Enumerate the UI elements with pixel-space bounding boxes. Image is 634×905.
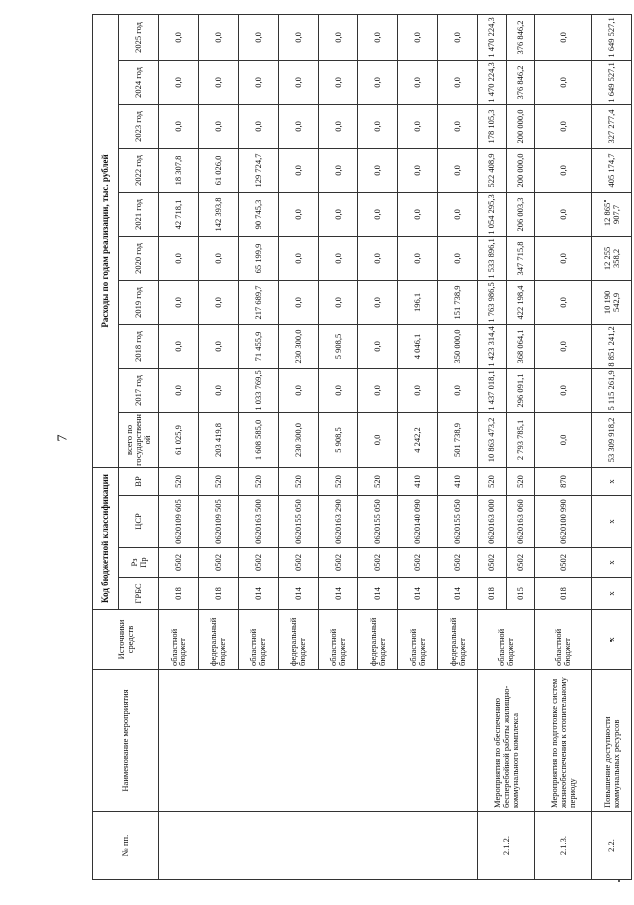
cell-year: 12 255 358,2 [592,236,632,280]
cell-grbs: 014 [318,578,358,610]
cell-year: 0,0 [318,60,358,104]
cell-year: 0,0 [198,368,238,412]
cell-year: 0,0 [438,236,478,280]
cell-year: 0,0 [318,192,358,236]
cell-year: 217 689,7 [238,280,278,324]
cell-year: 0,0 [318,14,358,60]
cell-year: 405 174,7 [592,148,632,192]
cell-rzpr: 0502 [318,548,358,578]
budget-table [92,14,632,880]
cell-vr: 410 [398,467,438,495]
table-row [535,14,592,879]
table-row [592,14,632,879]
cell-rzpr: 0502 [398,548,438,578]
cell-rzpr: х [592,548,632,578]
cell-total: 53 309 918,2 [592,412,632,467]
cell-year: 4 046,1 [398,324,438,368]
cell-year: 1 437 018,1 [478,368,506,412]
cell-vr: 520 [358,467,398,495]
cell-grbs: 018 [198,578,238,610]
cell-year: 0,0 [198,324,238,368]
cell-year: 0,0 [535,368,592,412]
cell-year: 0,0 [238,104,278,148]
cell-csr: 0620109 605 [159,496,199,548]
cell-year: 0,0 [398,104,438,148]
cell-rzpr: 0502 [535,548,592,578]
cell-source: федеральный бюджет [278,610,318,670]
cell-year: 129 724,7 [238,148,278,192]
header-source: Источники средств [93,610,159,670]
cell-year: 0,0 [278,104,318,148]
cell-year: 0,0 [278,236,318,280]
cell-year: 1 423 314,4 [478,324,506,368]
cell-year: 0,0 [198,14,238,60]
cell-source: федеральный бюджет [438,610,478,670]
header-year: 2017 год [119,368,159,412]
cell-year: 0,0 [438,368,478,412]
table-row [478,14,506,879]
cell-total: 4 242,2 [398,412,438,467]
cell-year: 0,0 [318,368,358,412]
cell-total: 1 608 585,0 [238,412,278,467]
cell-csr: 0620163 060 [506,496,535,548]
cell-year: 0,0 [159,280,199,324]
cell-source: х [592,610,632,670]
cell-csr: х [592,496,632,548]
header-rzpr [119,548,159,578]
cell-year: 376 846,2 [506,60,535,104]
cell-grbs: 014 [238,578,278,610]
cell-grbs: 014 [358,578,398,610]
cell-year: 1 054 295,3 [478,192,506,236]
cell-year: 196,1 [398,280,438,324]
cell-total: 230 300,0 [278,412,318,467]
cell-year: 151 738,9 [438,280,478,324]
cell-grbs: 014 [398,578,438,610]
cell-year: 65 199,9 [238,236,278,280]
cell-year: 0,0 [358,236,398,280]
rotated-budget-table [92,15,632,880]
header-expenses-group: Расходы по годам реализации, тыс. рублей [93,14,119,467]
cell-year: 0,0 [535,280,592,324]
header-vr: ВР [119,467,159,495]
cell-rzpr: 0502 [198,548,238,578]
cell-year: 0,0 [198,280,238,324]
header-grbs: ГРБС [119,578,159,610]
cell-year: 296 091,1 [506,368,535,412]
cell-year: 230 300,0 [278,324,318,368]
cell-year: 0,0 [438,14,478,60]
cell-csr: 0620155 050 [278,496,318,548]
cell-year: 0,0 [398,368,438,412]
cell-year: 327 277,4 [592,104,632,148]
cell-source: областной бюджет [478,610,535,670]
header-name: Наименование мероприятия [93,670,159,812]
cell-year: 0,0 [358,14,398,60]
cell-year: 522 408,9 [478,148,506,192]
cell-vr: 520 [478,467,506,495]
cell-vr: 520 [198,467,238,495]
cell-grbs: 014 [438,578,478,610]
cell-year: 0,0 [535,148,592,192]
cell-year: 71 455,9 [238,324,278,368]
cell-year: 0,0 [198,60,238,104]
cell-year: 8 851 241,2 [592,324,632,368]
cell-source: областной бюджет [159,610,199,670]
cell-source: областной бюджет [238,610,278,670]
cell-vr: 870 [535,467,592,495]
cell-total: 61 025,9 [159,412,199,467]
table-row [159,14,199,879]
cell-year: 0,0 [535,324,592,368]
header-year: 2023 год [119,104,159,148]
cell-csr: 0620163 500 [238,496,278,548]
cell-year: 12 865 907,7 [592,192,632,236]
cell-year: 0,0 [398,148,438,192]
cell-name: Мероприятия по подготовке систем жизнеобеспечения к отопительному периоду [535,670,592,812]
cell-year: 0,0 [535,236,592,280]
cell-name: Мероприятия по обеспечению бесперебойной работы жилищно-коммунального комплекса [478,670,535,812]
cell-year: 0,0 [198,236,238,280]
cell-year: 18 307,8 [159,148,199,192]
cell-vr: 520 [318,467,358,495]
cell-year: 0,0 [278,148,318,192]
header-num: № пп. [93,812,159,880]
cell-vr: х [592,467,632,495]
cell-grbs: 014 [278,578,318,610]
cell-year: 1 470 224,3 [478,14,506,60]
cell-source: областной бюджет [398,610,438,670]
page-number: 7 [55,434,71,442]
cell-year: 200 000,0 [506,104,535,148]
cell-year: 178 105,3 [478,104,506,148]
cell-grbs: 018 [535,578,592,610]
cell-year: 0,0 [318,148,358,192]
header-rz: Рз [128,558,139,567]
cell-year: 142 393,8 [198,192,238,236]
header-year: 2024 год [119,60,159,104]
cell-year: 422 198,4 [506,280,535,324]
cell-year: 61 026,0 [198,148,238,192]
cell-year: 1 533 896,1 [478,236,506,280]
cell-year: 0,0 [535,192,592,236]
cell-total: 0,0 [358,412,398,467]
cell-year: 0,0 [159,104,199,148]
header-csr: ЦСР [119,496,159,548]
cell-year: 0,0 [358,280,398,324]
scan-speck [618,880,620,882]
cell-year: 0,0 [358,148,398,192]
cell-grbs: х [592,578,632,610]
cell-rzpr: 0502 [358,548,398,578]
cell-total: 0,0 [535,412,592,467]
cell-total: 5 908,5 [318,412,358,467]
cell-year: 0,0 [318,236,358,280]
cell-year: 1 649 527,1 [592,60,632,104]
cell-csr: 0620163 290 [318,496,358,548]
cell-year: 350 000,0 [438,324,478,368]
cell-name: Повышение доступности коммунальных ресурсов [592,670,632,812]
cell-rzpr: 0502 [506,548,535,578]
cell-year: 0,0 [318,280,358,324]
cell-year: 90 745,3 [238,192,278,236]
cell-year: 1 033 769,5 [238,368,278,412]
cell-year: 0,0 [358,104,398,148]
cell-year: 0,0 [398,14,438,60]
cell-total: 203 419,8 [198,412,238,467]
cell-vr: 410 [438,467,478,495]
cell-year: 0,0 [358,60,398,104]
header-year: 2022 год [119,148,159,192]
cell-year: 0,0 [159,60,199,104]
cell-rzpr: 0502 [238,548,278,578]
cell-csr: 0620100 990 [535,496,592,548]
cell-vr: 520 [506,467,535,495]
cell-year: 368 064,1 [506,324,535,368]
cell-vr: 520 [278,467,318,495]
header-year: 2020 год [119,236,159,280]
cell-total: 2 793 785,1 [506,412,535,467]
cell-year: 0,0 [159,324,199,368]
header-year: 2019 год [119,280,159,324]
cell-year: 0,0 [278,368,318,412]
cell-year: 0,0 [238,14,278,60]
cell-year: 0,0 [238,60,278,104]
cell-year: 0,0 [438,148,478,192]
cell-year: 5 115 261,9 [592,368,632,412]
cell-year: 1 763 986,5 [478,280,506,324]
cell-csr: 0620163 000 [478,496,506,548]
header-year: 2021 год [119,192,159,236]
cell-year: 0,0 [398,60,438,104]
cell-year: 0,0 [278,60,318,104]
cell-csr: 0620109 505 [198,496,238,548]
cell-year: 0,0 [535,60,592,104]
cell-year: 42 718,1 [159,192,199,236]
cell-total: 501 738,9 [438,412,478,467]
header-year: 2018 год [119,324,159,368]
cell-year: 0,0 [535,14,592,60]
cell-total: 10 863 473,2 [478,412,506,467]
cell-year: 1 470 224,3 [478,60,506,104]
cell-year: 1 649 527,1 [592,14,632,60]
cell-source: федеральный бюджет [198,610,238,670]
cell-num: 2.2. [592,812,632,880]
cell-year: 0,0 [358,192,398,236]
cell-rzpr: 0502 [478,548,506,578]
cell-year: 0,0 [398,192,438,236]
cell-year: 0,0 [159,236,199,280]
cell-year: 0,0 [438,192,478,236]
cell-year: 0,0 [318,104,358,148]
cell-num: 2.1.3. [535,812,592,880]
header-year: 2025 год [119,14,159,60]
cell-csr: 0620155 050 [438,496,478,548]
cell-year: 0,0 [358,324,398,368]
cell-grbs: 018 [478,578,506,610]
cell-year: 0,0 [278,14,318,60]
cell-vr: 520 [238,467,278,495]
header-bk-group: Код бюджетной классификации [93,467,119,609]
cell-year: 0,0 [198,104,238,148]
cell-num: 2.1.2. [478,812,535,880]
cell-year: 0,0 [159,14,199,60]
cell-source: федеральный бюджет [358,610,398,670]
cell-year: 0,0 [278,192,318,236]
header-pr: Пр [137,557,148,568]
cell-year: 0,0 [278,280,318,324]
cell-csr: 0620140 090 [398,496,438,548]
cell-grbs: 015 [506,578,535,610]
cell-rzpr: 0502 [438,548,478,578]
cell-year: 10 190 542,9 [592,280,632,324]
cell-year: 200 000,0 [506,148,535,192]
cell-source: областной бюджет [318,610,358,670]
cell-year: 0,0 [535,104,592,148]
cell-vr: 520 [159,467,199,495]
cell-csr: 0620155 050 [358,496,398,548]
cell-year: 0,0 [438,104,478,148]
row-num-empty [159,812,478,880]
cell-rzpr: 0502 [278,548,318,578]
cell-rzpr: 0502 [159,548,199,578]
cell-year: 5 908,5 [318,324,358,368]
cell-year: 0,0 [159,368,199,412]
cell-source: областной бюджет [535,610,592,670]
cell-year: 0,0 [398,236,438,280]
header-total: всего по государственной [119,412,159,467]
cell-year: 347 715,8 [506,236,535,280]
cell-year: 0,0 [358,368,398,412]
cell-year: 0,0 [438,60,478,104]
cell-year: 376 846,2 [506,14,535,60]
row-name-empty [159,670,478,812]
cell-year: 206 003,3 [506,192,535,236]
cell-grbs: 018 [159,578,199,610]
